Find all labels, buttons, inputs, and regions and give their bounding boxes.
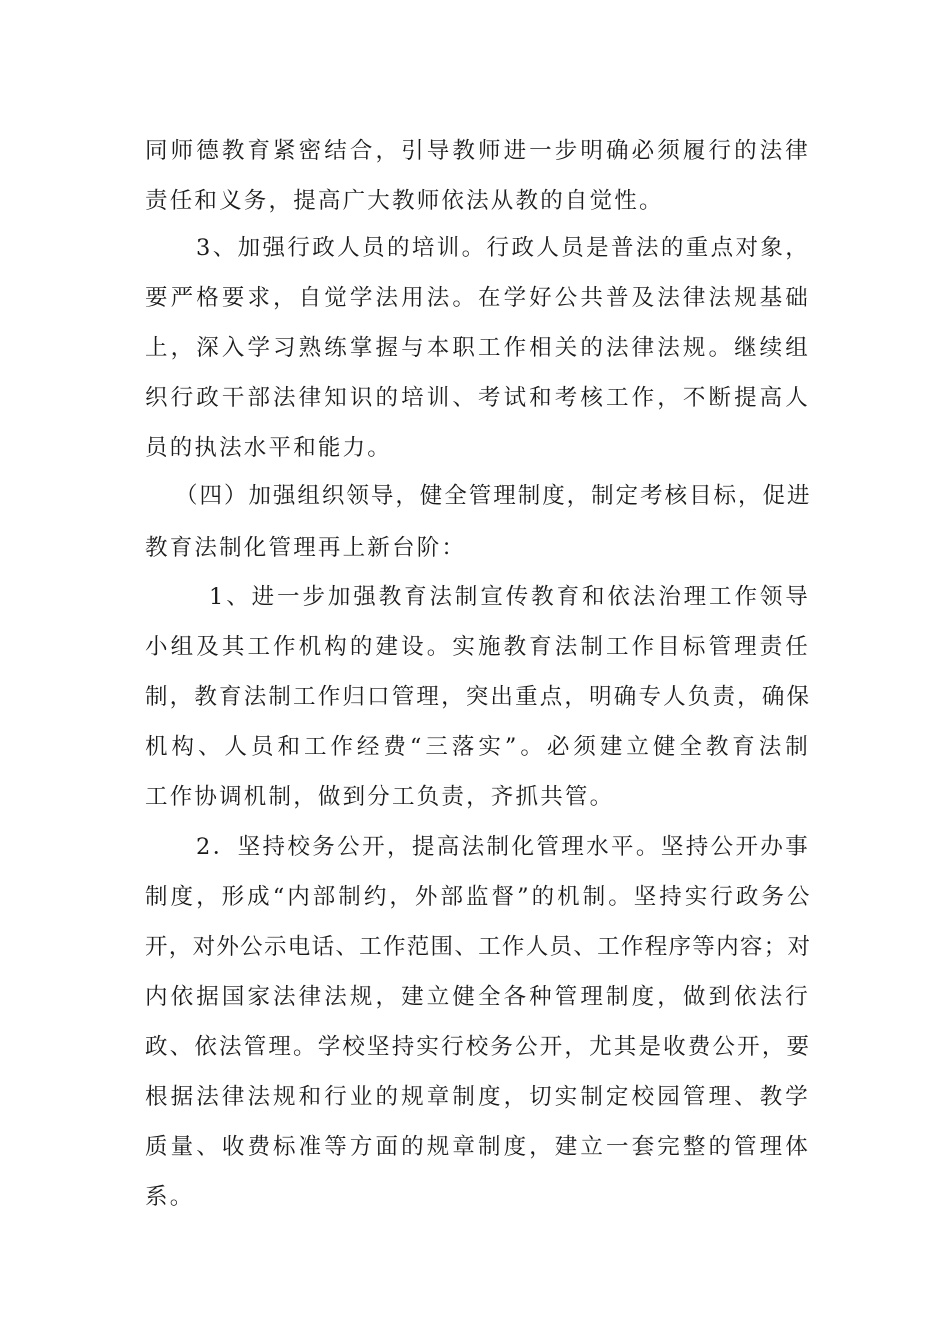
- paragraph-2-line-3: 上，深入学习熟练掌握与本职工作相关的法律法规。继续组: [145, 335, 810, 361]
- paragraph-3-line-1: （四）加强组织领导，健全管理制度，制定考核目标，促进: [175, 483, 810, 509]
- paragraph-5-line-2: 制度，形成“内部制约，外部监督”的机制。坚持实行政务公: [145, 884, 810, 910]
- paragraph-1-line-2: 责任和义务，提高广大教师依法从教的自觉性。: [145, 188, 664, 214]
- paragraph-3-line-2: 教育法制化管理再上新台阶：: [145, 535, 467, 561]
- paragraph-2-line-5: 员的执法水平和能力。: [145, 435, 393, 461]
- paragraph-4-line-3: 制，教育法制工作归口管理，突出重点，明确专人负责，确保: [145, 684, 810, 710]
- paragraph-5-line-8: 系。: [145, 1184, 195, 1210]
- paragraph-2-line-2: 要严格要求，自觉学法用法。在学好公共普及法律法规基础: [145, 285, 810, 311]
- paragraph-4-line-5: 工作协调机制，做到分工负责，齐抓共管。: [145, 784, 615, 810]
- paragraph-4-line-2: 小组及其工作机构的建设。实施教育法制工作目标管理责任: [145, 634, 810, 660]
- paragraph-2-line-4: 织行政干部法律知识的培训、考试和考核工作，不断提高人: [145, 385, 810, 411]
- paragraph-2-line-1: 3、加强行政人员的培训。行政人员是普法的重点对象，: [196, 235, 810, 261]
- paragraph-5-line-5: 政、依法管理。学校坚持实行校务公开，尤其是收费公开，要: [145, 1034, 810, 1060]
- paragraph-1-line-1: 同师德教育紧密结合，引导教师进一步明确必须履行的法律: [145, 138, 810, 164]
- paragraph-5-line-1: 2．坚持校务公开，提高法制化管理水平。坚持公开办事: [196, 834, 810, 860]
- paragraph-4-line-4: 机构、人员和工作经费“三落实”。必须建立健全教育法制: [145, 734, 810, 760]
- paragraph-5-line-6: 根据法律法规和行业的规章制度，切实制定校园管理、教学: [145, 1084, 810, 1110]
- paragraph-5-line-7: 质量、收费标准等方面的规章制度，建立一套完整的管理体: [145, 1134, 810, 1160]
- paragraph-4-line-1: 1、进一步加强教育法制宣传教育和依法治理工作领导: [209, 584, 810, 610]
- paragraph-5-line-4: 内依据国家法律法规，建立健全各种管理制度，做到依法行: [145, 984, 810, 1010]
- paragraph-5-line-3: 开，对外公示电话、工作范围、工作人员、工作程序等内容；对: [145, 934, 810, 960]
